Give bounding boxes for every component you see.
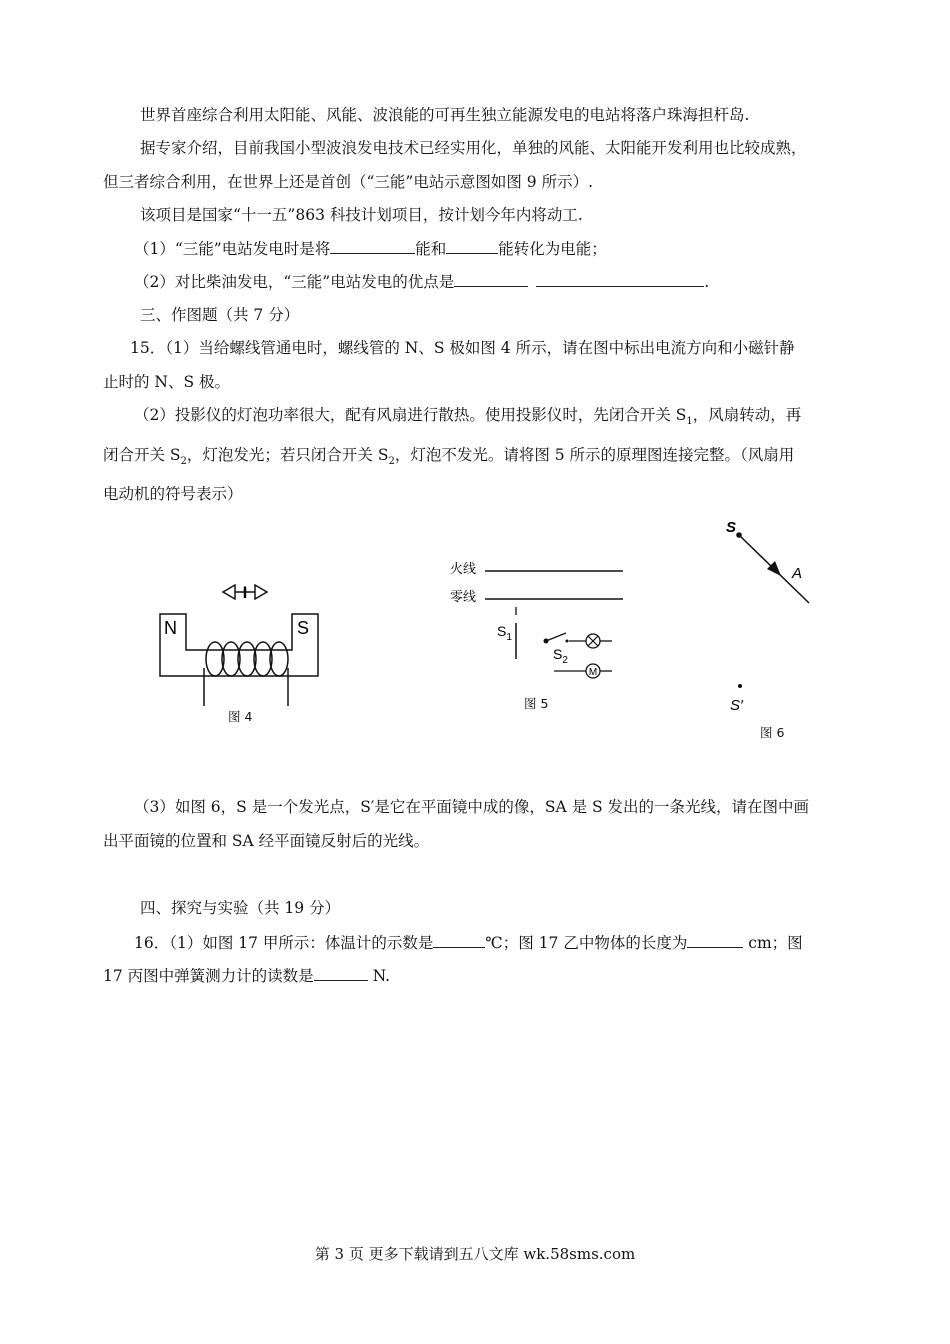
core-label-s: S: [297, 618, 310, 638]
point-s-label: S: [726, 519, 737, 536]
compass-label: I: [242, 583, 248, 602]
q15-l4-sub2: 2: [388, 456, 395, 468]
q15-line-7: 出平面镜的位置和 SA 经平面镜反射后的光线。: [103, 832, 430, 850]
passage-line-3: 但三者综合利用，在世界上还是首创（“三能”电站示意图如图 9 所示）.: [103, 173, 593, 191]
figure-5-circuit: [440, 555, 630, 695]
q16-line-1: [134, 932, 803, 953]
q15-line-6: （3）如图 6，S 是一个发光点，S′是它在平面镜中成的像，SA 是 S 发出的一条光线，请在图中画: [134, 798, 810, 816]
q16-l2-b: N.: [367, 967, 391, 985]
q14-s1-mid: 能和: [415, 240, 447, 258]
image-point-s-prime: [738, 684, 742, 688]
q15-l4-c: ，灯泡不发光。请将图 5 所示的原理图连接完整。（风扇用: [394, 446, 795, 464]
q14-s2-post: .: [704, 273, 710, 291]
q16-l1-b: ℃；图 17 乙中物体的长度为: [485, 934, 688, 952]
q15-line-1: 15．（1）当给螺线管通电时，螺线管的 N、S 极如图 4 所示，请在图中标出电流方向和小磁针静: [130, 339, 795, 357]
figure-4-solenoid: [150, 572, 340, 712]
q15-l4-sub1: 2: [180, 456, 187, 468]
section-3-title: 三、作图题（共 7 分）: [140, 306, 300, 324]
q15-l4-b: ，灯泡发光；若只闭合开关 S: [186, 446, 389, 464]
passage-line-2: 据专家介绍，目前我国小型波浪发电技术已经实用化，单独的风能、太阳能开发利用也比较成熟，: [140, 139, 807, 157]
q15-l3-pre: （2）投影仪的灯泡功率很大，配有风扇进行散热。使用投影仪时，先闭合开关 S: [134, 406, 687, 424]
q16-blank-2[interactable]: [687, 932, 743, 948]
q14-blank-2[interactable]: [446, 238, 498, 254]
q14-line-1: [134, 238, 607, 259]
q16-l2-a: 17 丙图中弹簧测力计的读数是: [103, 967, 314, 985]
figure-6-light-ray: [712, 505, 832, 720]
passage-line-4: 该项目是国家“十一五”863 科技计划项目，按计划今年内将动工.: [140, 206, 583, 224]
q14-blank-4[interactable]: [536, 271, 704, 287]
motor-branch: [554, 664, 612, 678]
q14-blank-3[interactable]: [454, 271, 528, 287]
q15-line-5: 电动机的符号表示）: [103, 485, 243, 503]
switch-s2-branch: [544, 633, 613, 666]
q14-s1-pre: （1）“三能”电站发电时是将: [134, 240, 331, 258]
motor-label: M: [588, 667, 598, 678]
live-wire-label: 火线: [450, 561, 477, 576]
q15-l4-a: 闭合开关 S: [103, 446, 181, 464]
passage-line-1: 世界首座综合利用太阳能、风能、波浪能的可再生独立能源发电的电站将落户珠海担杆岛.: [140, 106, 750, 124]
neutral-wire-label: 零线: [450, 589, 477, 604]
q14-s1-post: 能转化为电能；: [498, 240, 607, 258]
q15-line-4: [103, 445, 794, 472]
image-point-label: S′: [730, 697, 743, 714]
s2-label: $S_2$: [553, 646, 568, 666]
switch-s1: [497, 607, 516, 659]
figure-5-caption: 图 5: [524, 696, 549, 711]
s1-label: $S_1$: [497, 623, 512, 643]
q14-blank-1[interactable]: [330, 238, 415, 254]
q16-line-2: [103, 965, 390, 986]
q14-line-2: [134, 271, 709, 292]
coil-windings: [206, 642, 288, 676]
q15-line-2: 止时的 N、S 极。: [103, 373, 231, 391]
q15-l3-post: ，风扇转动，再: [692, 406, 802, 424]
q15-l3-sub: 1: [686, 416, 693, 428]
compass-left-arrow: [223, 585, 235, 599]
q16-l1-c: cm；图: [743, 934, 803, 952]
q14-s2-pre: （2）对比柴油发电，“三能”电站发电的优点是: [134, 273, 455, 291]
section-4-title: 四、探究与实验（共 19 分）: [140, 899, 341, 917]
page-footer: 第 3 页 更多下载请到五八文库 wk.58sms.com: [314, 1245, 636, 1263]
point-a-label: A: [792, 565, 803, 582]
figure-6-caption: 图 6: [760, 725, 785, 740]
q16-blank-3[interactable]: [314, 965, 368, 981]
q15-line-3: [134, 405, 801, 432]
q16-l1-a: 16．（1）如图 17 甲所示：体温计的示数是: [134, 934, 434, 952]
q16-blank-1[interactable]: [433, 932, 485, 948]
compass-right-arrow: [255, 585, 267, 599]
core-label-n: N: [164, 618, 177, 638]
figure-4-caption: 图 4: [228, 709, 253, 724]
